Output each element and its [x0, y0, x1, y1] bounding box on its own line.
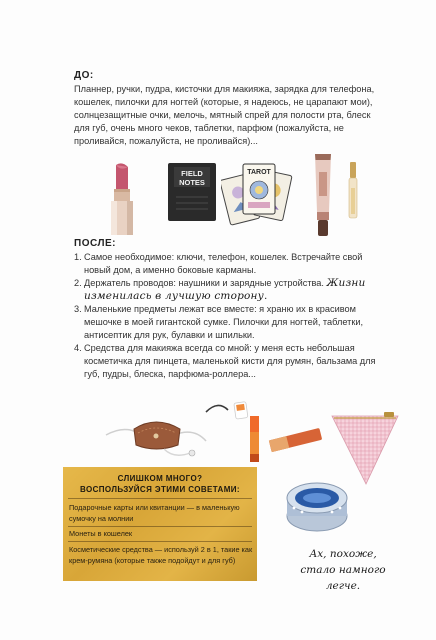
- pink-pouch-illustration: [330, 408, 400, 488]
- perfume-roller-illustration: [345, 162, 361, 220]
- tips-item: Косметические средства — используй 2 в 1, такие как крем-румяна (которые также подойдут и для губ): [69, 545, 253, 565]
- list-item-number: 2.: [74, 278, 82, 288]
- handwritten-note-line3: легче.: [325, 580, 361, 592]
- tips-title-line1: СЛИШКОМ МНОГО?: [117, 474, 203, 483]
- tips-divider: [68, 498, 252, 499]
- handwritten-note: [288, 546, 398, 594]
- field-notes-notebook-illustration: [166, 161, 218, 223]
- cable-holder-illustration: [104, 405, 208, 461]
- before-heading: ДО:: [74, 70, 94, 81]
- tips-divider: [68, 541, 252, 542]
- list-item-text: Держатель проводов: наушники и зарядные устройства.: [84, 278, 324, 288]
- tips-divider: [68, 526, 252, 527]
- list-item-text: Средства для макияжа всегда со мной: у меня есть небольшая косметичка для пинцета, маленькой кисти для румян, бальзама для губ, пудры, блеска, парфюма-роллера...: [84, 343, 376, 379]
- list-item: [74, 277, 388, 303]
- list-item-number: 3.: [74, 304, 82, 314]
- vaseline-tin-illustration: [284, 478, 350, 534]
- list-item-number: 1.: [74, 252, 82, 262]
- notebook-label-notes: NOTES: [179, 178, 205, 187]
- after-list: [74, 251, 388, 381]
- handwritten-note-line2: стало намного: [300, 564, 386, 576]
- list-item-text: Маленькие предметы лежат все вместе: я храню их в красивом мешочке в моей гигантской сумке. Пилочки для ногтей, таблетки, антисептик для рук, булавки и шпильки.: [84, 304, 364, 340]
- tips-box: [63, 467, 257, 581]
- list-item: [74, 342, 388, 381]
- small-cosmetics-illustration: [204, 398, 328, 478]
- list-item-number: 4.: [74, 343, 82, 353]
- tarot-label: TAROT: [247, 169, 271, 176]
- list-item-text: Самое необходимое: ключи, телефон, кошелек. Встречайте свой новый дом, а именно боковые карманы.: [84, 252, 363, 275]
- list-item: [74, 303, 388, 342]
- hand-cream-tube-illustration: [309, 152, 337, 238]
- tarot-cards-illustration: [221, 160, 295, 228]
- list-item: [74, 251, 388, 277]
- handwritten-note-line1: Ах, похоже,: [309, 548, 377, 560]
- before-paragraph: Планнер, ручки, пудра, кисточки для макияжа, зарядка для телефона, кошелек, пилочки для ногтей (которые, я надеюсь, не царапают мои), солнцезащитные очки, мелочь, мятный спрей для полости рта, блеск для губ, очень много чеков, таблетки, парфюм (пожалуйста, не проливайся, пожалуйста, не проливайся)...: [74, 84, 375, 146]
- tips-title-line2: ВОСПОЛЬЗУЙСЯ ЭТИМИ СОВЕТАМИ:: [79, 485, 241, 494]
- after-heading: ПОСЛЕ:: [74, 238, 116, 249]
- tips-item: Монеты в кошелек: [69, 529, 133, 538]
- lipstick-illustration: [100, 161, 144, 237]
- notebook-label-field: FIELD: [181, 169, 203, 178]
- tips-item: Подарочные карты или квитанции — в маленькую сумочку на молнии: [69, 503, 240, 523]
- list-item-handwritten-remark: Жизни изменилась в лучшую сторону.: [84, 277, 366, 302]
